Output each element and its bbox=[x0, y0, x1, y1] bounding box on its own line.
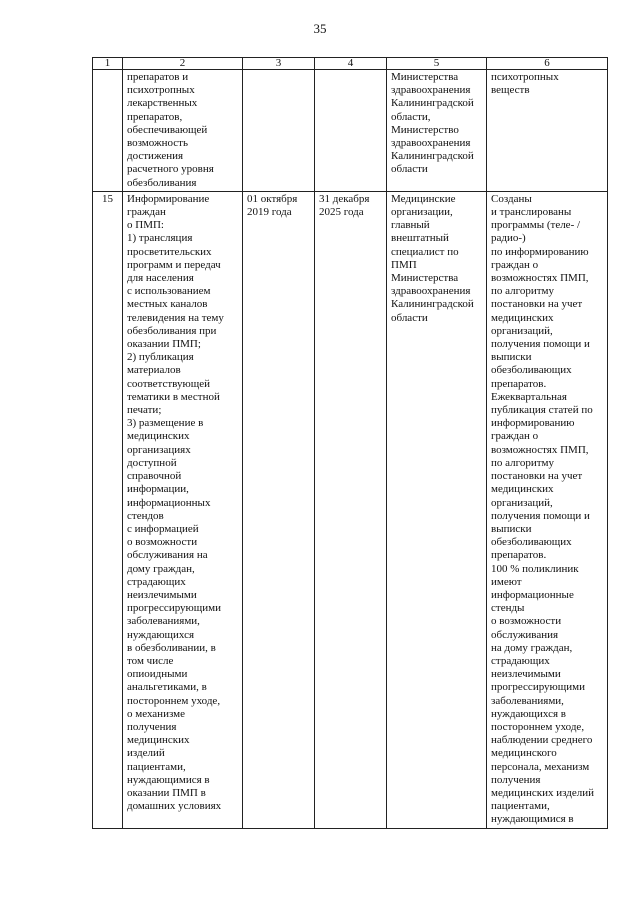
cell-line: постановки на учет bbox=[491, 298, 583, 311]
cell-line: Министерство bbox=[391, 123, 459, 136]
cell-line: информированию bbox=[491, 417, 575, 430]
cell-line: 01 октября bbox=[247, 192, 298, 205]
cell-line: информации, bbox=[127, 483, 189, 496]
cell-line: в обезболивании, в bbox=[127, 641, 216, 654]
cell-line: медицинских bbox=[491, 311, 554, 324]
cell-line: программ и передач bbox=[127, 258, 221, 271]
cell-line: страдающих bbox=[491, 654, 550, 667]
cell-line: препаратов. bbox=[491, 549, 547, 562]
cell-line: наблюдении среднего bbox=[491, 734, 593, 747]
cell-line: о ПМП: bbox=[127, 219, 164, 232]
cell-line: психотропных bbox=[491, 71, 559, 83]
cell-line: прогрессирующими bbox=[491, 681, 585, 694]
cell-line: Информирование bbox=[127, 192, 210, 205]
cell-line: Медицинские bbox=[391, 192, 456, 205]
cell-line: телевидения на тему bbox=[127, 311, 224, 324]
cell-line: лекарственных bbox=[127, 97, 198, 110]
cell-line: организаций, bbox=[491, 324, 553, 337]
cell-line: соответствующей bbox=[127, 377, 210, 390]
cell-line: оказании ПМП; bbox=[127, 338, 201, 351]
cell-line: здравоохранения bbox=[391, 84, 471, 97]
cell-line: обслуживания на bbox=[127, 549, 208, 562]
cell-line: обезболивания при bbox=[127, 324, 217, 337]
cell-line: медицинских изделий bbox=[491, 786, 594, 799]
cell-line: нуждающимися в bbox=[127, 773, 210, 786]
cell-line: Калининградской bbox=[391, 97, 474, 110]
table-row bbox=[93, 70, 608, 192]
cell-line: с использованием bbox=[127, 285, 211, 298]
start-date-cell bbox=[243, 191, 315, 828]
cell-line: главный bbox=[391, 219, 430, 232]
cell-line: доступной bbox=[127, 456, 177, 469]
cell-line: печати; bbox=[127, 404, 162, 417]
cell-line: о возможности bbox=[127, 536, 198, 549]
measure-cell bbox=[123, 191, 243, 828]
cell-line: страдающих bbox=[127, 575, 186, 588]
cell-line: постороннем уходе, bbox=[127, 694, 221, 707]
cell-line: возможностях ПМП, bbox=[491, 272, 589, 285]
header-cell-4: 4 bbox=[315, 58, 387, 70]
cell-line: обслуживания bbox=[491, 628, 559, 641]
cell-line: возможностях ПМП, bbox=[491, 443, 589, 456]
cell-line: Министерства bbox=[391, 272, 459, 285]
cell-line: пациентами, bbox=[127, 760, 186, 773]
cell-line: выписки bbox=[491, 522, 532, 535]
cell-line: 1) трансляция bbox=[127, 232, 193, 245]
cell-line: препаратов. bbox=[491, 377, 547, 390]
header-cell-5: 5 bbox=[387, 58, 487, 70]
end-date-cell bbox=[315, 70, 387, 192]
cell-line: Калининградской bbox=[391, 150, 474, 163]
measures-table bbox=[92, 57, 608, 829]
cell-line: нуждающимися в bbox=[491, 813, 574, 826]
cell-line: постановки на учет bbox=[491, 470, 583, 483]
header-cell-6: 6 bbox=[487, 58, 608, 70]
measure-cell bbox=[123, 70, 243, 192]
page-number: 35 bbox=[313, 21, 327, 36]
cell-line: стендов bbox=[127, 509, 164, 522]
cell-line: просветительских bbox=[127, 245, 212, 258]
cell-line: специалист по bbox=[391, 245, 459, 258]
cell-line: стенды bbox=[491, 602, 525, 615]
cell-line: пациентами, bbox=[491, 800, 550, 813]
cell-line: Созданы bbox=[491, 192, 532, 205]
cell-line: здравоохранения bbox=[391, 285, 471, 298]
cell-line: имеют bbox=[491, 575, 522, 588]
cell-line: препаратов и bbox=[127, 71, 189, 83]
cell-line: постороннем уходе, bbox=[491, 720, 585, 733]
cell-line: расчетного уровня bbox=[127, 163, 214, 176]
cell-line: обезболивающих bbox=[491, 364, 572, 377]
cell-line: организаций, bbox=[491, 496, 553, 509]
cell-line: получения bbox=[127, 720, 177, 733]
cell-line: справочной bbox=[127, 470, 182, 483]
cell-line: том числе bbox=[127, 654, 174, 667]
cell-line: персонала, механизм bbox=[491, 760, 590, 773]
cell-line: области, bbox=[391, 110, 431, 123]
cell-line: домашних условиях bbox=[127, 800, 222, 813]
cell-line: возможность bbox=[127, 137, 188, 150]
cell-line: обеспечивающей bbox=[127, 123, 208, 136]
cell-line: психотропных bbox=[127, 84, 195, 97]
cell-line: программы (теле- / bbox=[491, 219, 581, 232]
cell-line: по алгоритму bbox=[491, 456, 554, 469]
cell-line: граждан bbox=[127, 206, 166, 219]
cell-line: для населения bbox=[127, 272, 194, 285]
cell-line: достижения bbox=[127, 150, 184, 163]
cell-line: получения bbox=[491, 773, 541, 786]
cell-line: организации, bbox=[391, 206, 453, 219]
cell-line: на дому граждан, bbox=[491, 641, 573, 654]
cell-line: медицинских bbox=[127, 430, 190, 443]
cell-line: 2025 года bbox=[319, 206, 364, 219]
cell-line: граждан о bbox=[491, 430, 539, 443]
responsible-cell bbox=[387, 191, 487, 828]
result-cell bbox=[487, 191, 608, 828]
start-date-cell bbox=[243, 70, 315, 192]
cell-line: медицинских bbox=[127, 734, 190, 747]
cell-line: выписки bbox=[491, 351, 532, 364]
cell-line: получения помощи и bbox=[491, 509, 590, 522]
cell-line: нуждающихся в bbox=[491, 707, 566, 720]
cell-line: медицинского bbox=[491, 747, 557, 760]
cell-line: 15 bbox=[102, 192, 113, 205]
cell-line: получения помощи и bbox=[491, 338, 590, 351]
cell-line: 31 декабря bbox=[319, 192, 370, 205]
cell-line: области bbox=[391, 163, 428, 176]
cell-line: веществ bbox=[491, 84, 530, 97]
cell-line: о механизме bbox=[127, 707, 185, 720]
cell-line: области bbox=[391, 311, 428, 324]
cell-line: нуждающихся bbox=[127, 628, 195, 641]
cell-line: заболеваниями, bbox=[127, 615, 200, 628]
header-cell-3: 3 bbox=[243, 58, 315, 70]
cell-line: Министерства bbox=[391, 71, 459, 83]
cell-line: обезболивания bbox=[127, 176, 197, 189]
header-cell-2: 2 bbox=[123, 58, 243, 70]
cell-line: 3) размещение в bbox=[127, 417, 204, 430]
cell-line: медицинских bbox=[491, 483, 554, 496]
cell-line: информационных bbox=[127, 496, 211, 509]
cell-line: обезболивающих bbox=[491, 536, 572, 549]
cell-line: 2) публикация bbox=[127, 351, 194, 364]
cell-line: с информацией bbox=[127, 522, 199, 535]
cell-line: Ежеквартальная bbox=[491, 390, 567, 403]
cell-line: местных каналов bbox=[127, 298, 208, 311]
row-number-cell bbox=[93, 191, 123, 828]
cell-line: публикация статей по bbox=[491, 404, 593, 417]
cell-line: материалов bbox=[127, 364, 181, 377]
cell-line: граждан о bbox=[491, 258, 539, 271]
cell-line: информационные bbox=[491, 588, 574, 601]
cell-line: оказании ПМП в bbox=[127, 786, 206, 799]
cell-line: ПМП bbox=[391, 258, 417, 271]
cell-line: заболеваниями, bbox=[491, 694, 564, 707]
table-row bbox=[93, 191, 608, 828]
cell-line: дому граждан, bbox=[127, 562, 195, 575]
row-number-cell bbox=[93, 70, 123, 192]
cell-line: здравоохранения bbox=[391, 137, 471, 150]
cell-line: 2019 года bbox=[247, 206, 292, 219]
cell-line: и транслированы bbox=[491, 206, 572, 219]
cell-line: по информированию bbox=[491, 245, 589, 258]
cell-line: анальгетиками, в bbox=[127, 681, 207, 694]
cell-line: о возможности bbox=[491, 615, 562, 628]
cell-line: препаратов, bbox=[127, 110, 183, 123]
cell-line: Калининградской bbox=[391, 298, 474, 311]
header-cell-1: 1 bbox=[93, 58, 123, 70]
cell-line: опиоидными bbox=[127, 668, 188, 681]
cell-line: внештатный bbox=[391, 232, 449, 245]
cell-line: тематики в местной bbox=[127, 390, 220, 403]
cell-line: радио-) bbox=[491, 232, 526, 245]
cell-line: организациях bbox=[127, 443, 191, 456]
cell-line: 100 % поликлиник bbox=[491, 562, 579, 575]
cell-line: неизлечимыми bbox=[491, 668, 561, 681]
cell-line: изделий bbox=[127, 747, 165, 760]
responsible-cell bbox=[387, 70, 487, 192]
header-row bbox=[93, 58, 608, 70]
cell-line: прогрессирующими bbox=[127, 602, 221, 615]
cell-line: неизлечимыми bbox=[127, 588, 197, 601]
result-cell bbox=[487, 70, 608, 192]
cell-line: по алгоритму bbox=[491, 285, 554, 298]
end-date-cell bbox=[315, 191, 387, 828]
